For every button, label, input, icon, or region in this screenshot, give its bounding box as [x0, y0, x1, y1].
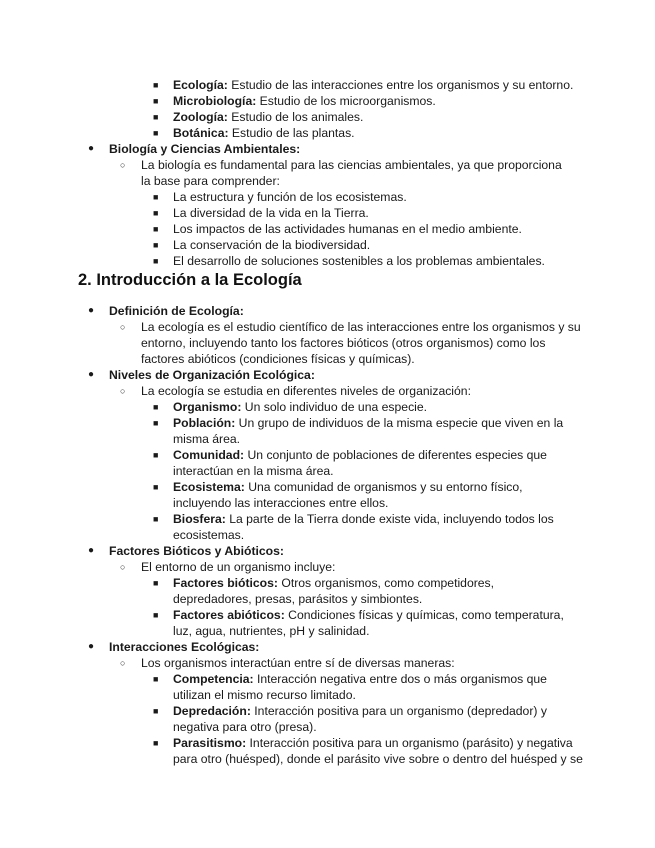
square-bullet-icon: ■: [153, 706, 159, 716]
square-bullet-icon: ■: [153, 80, 159, 90]
list-item: ■ Población: Un grupo de individuos de la misma especie que viven en la misma área.: [153, 416, 564, 446]
section-factores: ● Factores Bióticos y Abióticos:: [88, 544, 284, 558]
section-heading: 2. Introducción a la Ecología: [78, 271, 302, 289]
section-biologia: ● Biología y Ciencias Ambientales:: [88, 142, 301, 156]
list-item: ○ La ecología es el estudio científico de las interacciones entre los organismos y su entorno, incluyendo tanto los factores bióticos (otros organismos) como los factores abióticos (condiciones físicas y químicas).: [120, 320, 581, 366]
circle-bullet-icon: ○: [120, 322, 126, 332]
square-bullet-icon: ■: [153, 578, 159, 588]
list-item: ■ Botánica: Estudio de las plantas.: [153, 126, 355, 140]
disc-bullet-icon: ●: [88, 143, 95, 154]
square-bullet-icon: ■: [153, 256, 159, 266]
list-item: ■ Ecología: Estudio de las interacciones entre los organismos y su entorno.: [153, 78, 574, 92]
circle-bullet-icon: ○: [120, 386, 126, 396]
disc-bullet-icon: ●: [88, 641, 95, 652]
square-bullet-icon: ■: [153, 514, 159, 524]
list-item: ■ Depredación: Interacción positiva para un organismo (depredador) y negativa para otro (presa).: [153, 704, 547, 734]
list-item: ○ La ecología se estudia en diferentes niveles de organización:: [120, 384, 471, 398]
list-item: ■ Factores abióticos: Condiciones físicas y químicas, como temperatura, luz, agua, nutrientes, pH y salinidad.: [153, 608, 564, 638]
list-item: ■ Parasitismo: Interacción positiva para un organismo (parásito) y negativa para otro (huésped), donde el parásito vive sobre o dentro del huésped y se: [153, 736, 583, 766]
list-item: ■ Ecosistema: Una comunidad de organismos y su entorno físico, incluyendo las interacciones entre ellos.: [153, 480, 523, 510]
square-bullet-icon: ■: [153, 674, 159, 684]
square-bullet-icon: ■: [153, 128, 159, 138]
section-niveles: ● Niveles de Organización Ecológica:: [88, 368, 315, 382]
circle-bullet-icon: ○: [120, 658, 126, 668]
disc-bullet-icon: ●: [88, 545, 95, 556]
square-bullet-icon: ■: [153, 450, 159, 460]
square-bullet-icon: ■: [153, 192, 159, 202]
list-item: ■ La diversidad de la vida en la Tierra.: [153, 206, 369, 220]
list-item: ■ Factores bióticos: Otros organismos, como competidores, depredadores, presas, parásitos y simbiontes.: [153, 576, 495, 606]
square-bullet-icon: ■: [153, 224, 159, 234]
list-item: ○ La biología es fundamental para las ciencias ambientales, ya que proporciona la base para comprender:: [120, 158, 562, 188]
list-item: ■ Competencia: Interacción negativa entre dos o más organismos que utilizan el mismo recurso limitado.: [153, 672, 547, 702]
list-item: ○ El entorno de un organismo incluye:: [120, 560, 336, 574]
square-bullet-icon: ■: [153, 112, 159, 122]
ecology-list: [0, 303, 655, 767]
list-item: ■ Los impactos de las actividades humanas en el medio ambiente.: [153, 222, 522, 236]
list-item: ■ Biosfera: La parte de la Tierra donde existe vida, incluyendo todos los ecosistemas.: [153, 512, 554, 542]
square-bullet-icon: ■: [153, 208, 159, 218]
square-bullet-icon: ■: [153, 240, 159, 250]
list-item: ○ Los organismos interactúan entre sí de diversas maneras:: [120, 656, 455, 670]
list-item: ■ Organismo: Un solo individuo de una especie.: [153, 400, 428, 414]
section-interacciones: ● Interacciones Ecológicas:: [88, 640, 260, 654]
list-item: ■ La estructura y función de los ecosistemas.: [153, 190, 407, 204]
disc-bullet-icon: ●: [88, 369, 95, 380]
top-list: [0, 77, 655, 269]
square-bullet-icon: ■: [153, 610, 159, 620]
square-bullet-icon: ■: [153, 402, 159, 412]
list-item: ■ El desarrollo de soluciones sostenibles a los problemas ambientales.: [153, 254, 545, 268]
square-bullet-icon: ■: [153, 96, 159, 106]
list-item: ■ La conservación de la biodiversidad.: [153, 238, 371, 252]
square-bullet-icon: ■: [153, 738, 159, 748]
list-item: ■ Zoología: Estudio de los animales.: [153, 110, 364, 124]
list-item: ■ Comunidad: Un conjunto de poblaciones de diferentes especies que interactúan en la misma área.: [153, 448, 547, 478]
disc-bullet-icon: ●: [88, 305, 95, 316]
section-definicion: ● Definición de Ecología:: [88, 304, 244, 318]
square-bullet-icon: ■: [153, 418, 159, 428]
circle-bullet-icon: ○: [120, 160, 126, 170]
square-bullet-icon: ■: [153, 482, 159, 492]
list-item: ■ Microbiología: Estudio de los microorganismos.: [153, 94, 436, 108]
circle-bullet-icon: ○: [120, 562, 126, 572]
